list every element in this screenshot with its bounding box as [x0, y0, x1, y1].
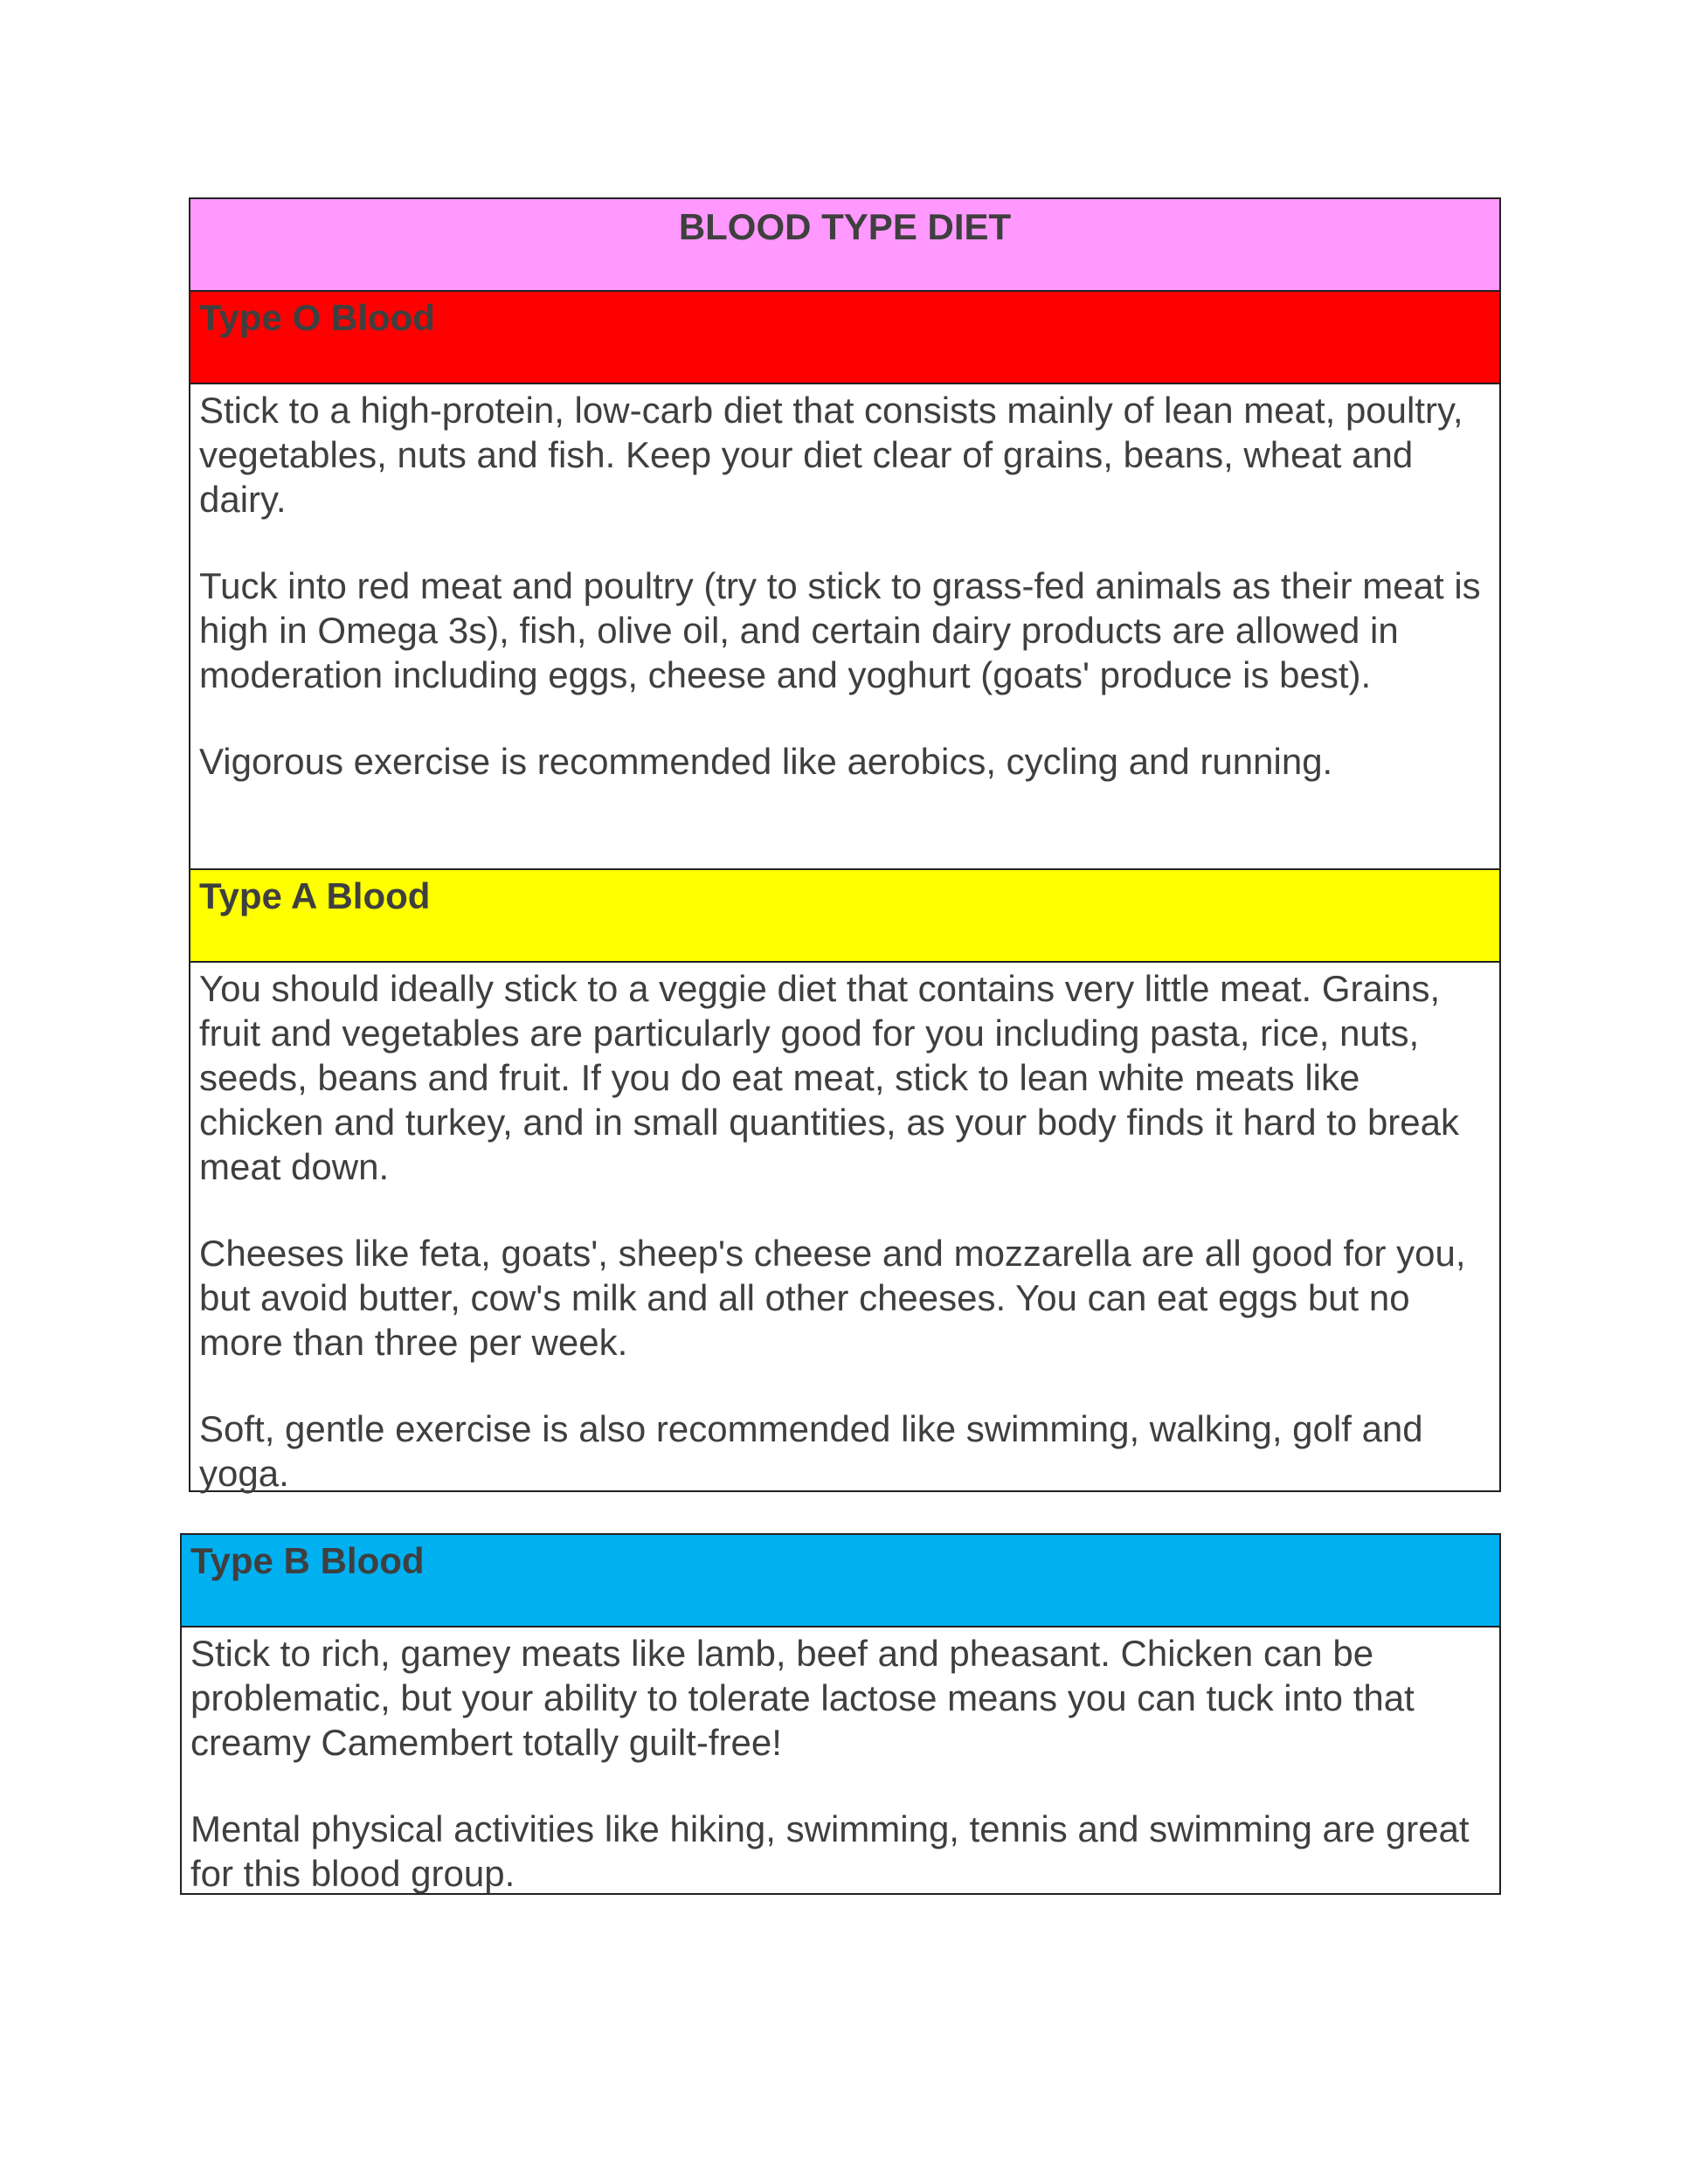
document-title: BLOOD TYPE DIET [678, 206, 1012, 247]
paragraph: Mental physical activities like hiking, swimming, tennis and swimming are great for this blood group. [190, 1808, 1470, 1894]
paragraph: Soft, gentle exercise is also recommended like swimming, walking, golf and yoga. [199, 1408, 1423, 1494]
section-heading-type-b: Type B Blood [190, 1540, 425, 1581]
section-header-type-b [182, 1535, 1499, 1628]
section-body-type-o [190, 384, 1499, 870]
type-b-table [180, 1533, 1501, 1895]
paragraph: You should ideally stick to a veggie diet that contains very little meat. Grains, fruit and vegetables are particularly good for you including pasta, rice, nuts, seeds, beans and fruit. If you do eat meat, stick to lean white meats like chicken and turkey, and in small quantities, as your body finds it hard to break meat down. [199, 968, 1460, 1187]
section-body-type-a [190, 963, 1499, 1494]
section-header-type-o [190, 292, 1499, 384]
section-body-type-b [182, 1628, 1499, 1894]
paragraph: Cheeses like feta, goats', sheep's cheese and mozzarella are all good for you, but avoid butter, cow's milk and all other cheeses. You can eat eggs but no more than three per week. [199, 1233, 1466, 1363]
paragraph: Vigorous exercise is recommended like aerobics, cycling and running. [199, 741, 1333, 782]
section-heading-type-o: Type O Blood [199, 297, 435, 338]
section-heading-type-a: Type A Blood [199, 875, 431, 916]
paragraph: Tuck into red meat and poultry (try to stick to grass-fed animals as their meat is high in Omega 3s), fish, olive oil, and certain dairy products are allowed in moderation including eggs, cheese and yoghurt (goats' produce is best). [199, 565, 1481, 695]
title-row [190, 199, 1499, 292]
section-header-type-a [190, 870, 1499, 963]
blood-type-diet-table [189, 197, 1501, 1492]
paragraph: Stick to a high-protein, low-carb diet that consists mainly of lean meat, poultry, vegetables, nuts and fish. Keep your diet clear of grains, beans, wheat and dairy. [199, 390, 1463, 520]
paragraph: Stick to rich, gamey meats like lamb, beef and pheasant. Chicken can be problematic, but your ability to tolerate lactose means you can tuck into that creamy Camembert totally guilt-free! [190, 1633, 1415, 1763]
